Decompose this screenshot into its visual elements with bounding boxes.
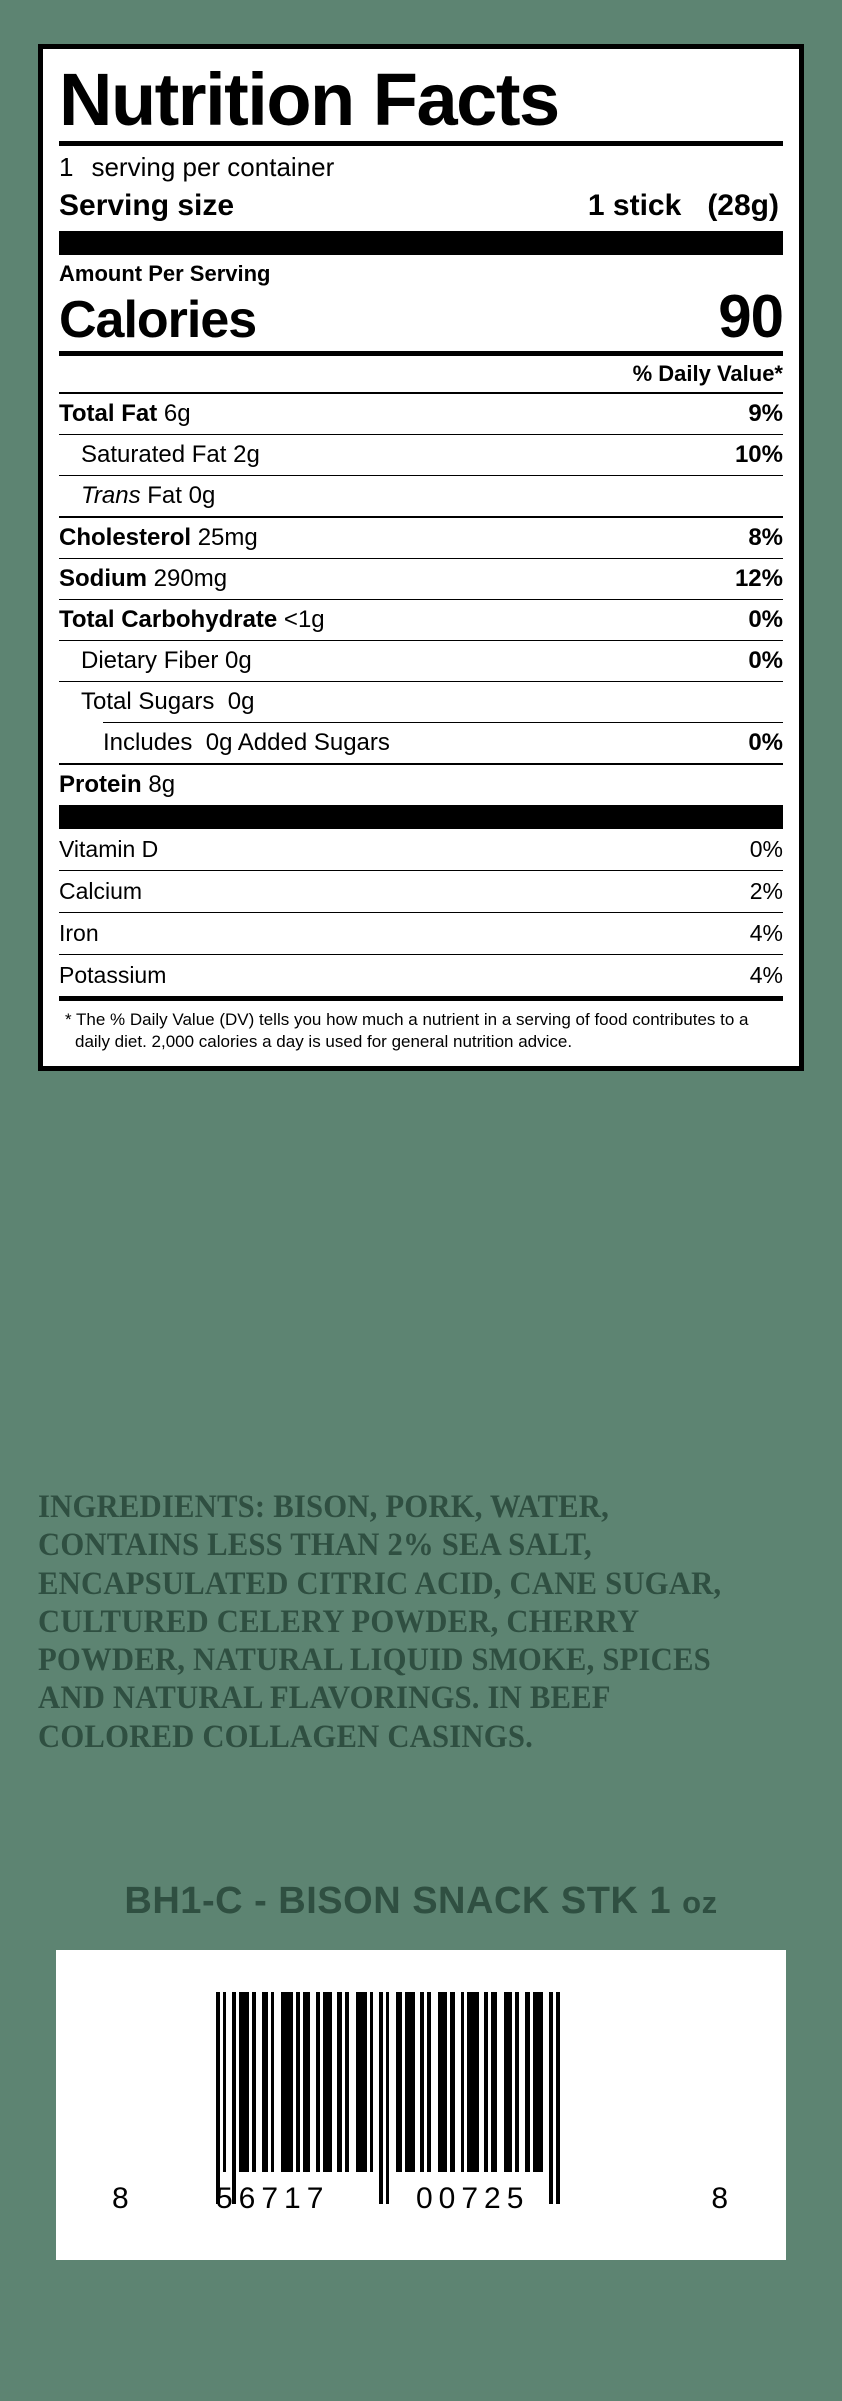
nutrition-facts-panel [38, 44, 804, 1071]
nutrient-dv: 0% [748, 606, 783, 634]
micronutrient-name: Iron [59, 920, 99, 947]
nutrient-dv: 8% [748, 524, 783, 552]
micronutrient-name: Vitamin D [59, 836, 159, 863]
nutrient-amount: Fat 0g [147, 482, 216, 510]
table-row [59, 600, 783, 640]
nutrient-amount: 25mg [197, 524, 258, 552]
table-row [59, 913, 783, 954]
nutrient-dv: 9% [748, 400, 783, 428]
nutrient-amount: 8g [148, 771, 176, 799]
table-row [59, 765, 783, 805]
nutrient-name: Cholesterol [59, 524, 192, 552]
table-row [59, 435, 783, 475]
nutrient-name: Protein [59, 771, 142, 799]
serving-size-metric: (28g) [707, 189, 779, 223]
page-title: Nutrition Facts [59, 58, 559, 141]
nutrient-name: Saturated Fat [81, 441, 227, 469]
ingredients-text: INGREDIENTS: BISON, PORK, WATER, CONTAINS LESS THAN 2% SEA SALT, ENCAPSULATED CITRIC ACID, CANE SUGAR, CULTURED CELERY POWDER, CHERRY POWDER, NATURAL LIQUID SMOKE, SPICES AND NATURAL FLAVORINGS. IN BEEF COLORED COLLAGEN CASINGS. [38, 1489, 722, 1755]
nutrient-name: Total Fat [59, 400, 158, 428]
table-row [59, 476, 783, 516]
nutrient-amount: 2g [233, 441, 260, 469]
barcode [56, 1950, 786, 2260]
nutrient-amount: 0g Added Sugars [205, 729, 390, 757]
serving-size-value: 1 stick [587, 189, 682, 223]
micronutrient-dv: 0% [749, 836, 783, 863]
micronutrient-name: Calcium [59, 878, 143, 905]
calories-row [59, 283, 783, 351]
nutrient-dv: 10% [734, 441, 783, 469]
divider-thick [59, 805, 783, 829]
nutrient-amount: 6g [163, 400, 191, 428]
daily-value-header: % Daily Value* [632, 361, 783, 387]
barcode-group-1: 56717 [216, 2182, 330, 2215]
nutrient-name: Includes [103, 729, 193, 757]
table-row [59, 394, 783, 434]
micronutrient-dv: 4% [749, 962, 783, 989]
calories-label: Calories [59, 290, 257, 349]
micronutrient-dv: 4% [749, 920, 783, 947]
micronutrient-name: Potassium [59, 962, 167, 989]
nutrient-name: Total Carbohydrate [59, 606, 278, 634]
micronutrient-dv: 2% [749, 878, 783, 905]
divider-thick [59, 231, 783, 255]
calories-value: 90 [718, 283, 783, 351]
product-code-name [0, 1880, 842, 1923]
nutrient-dv: 0% [748, 647, 783, 675]
table-row [59, 955, 783, 996]
barcode-right-digit: 8 [711, 2182, 734, 2215]
table-row [59, 682, 783, 722]
nutrient-amount: 0g [227, 688, 255, 716]
serving-size-label: Serving size [59, 189, 235, 223]
nutrient-name: Sodium [59, 565, 147, 593]
nutrient-amount: 0g [225, 647, 252, 675]
nutrient-dv: 0% [748, 729, 783, 757]
table-row [59, 871, 783, 912]
table-row [59, 723, 783, 763]
table-row [59, 829, 783, 870]
nutrient-dv: 12% [734, 565, 783, 593]
nutrient-name: Trans [81, 482, 141, 510]
barcode-group-2: 00725 [416, 2182, 530, 2215]
product-unit-label: oz [682, 1885, 718, 1920]
product-code-label: BH1-C - BISON SNACK STK 1 [124, 1880, 672, 1922]
table-row [59, 518, 783, 558]
nutrient-name: Total Sugars [81, 688, 215, 716]
barcode-bars [216, 1992, 736, 2172]
nutrient-amount: 290mg [153, 565, 228, 593]
nutrient-name: Dietary Fiber [81, 647, 219, 675]
servings-label: serving per container [91, 152, 335, 183]
amount-per-serving-label: Amount Per Serving [59, 261, 271, 287]
daily-value-footnote: * The % Daily Value (DV) tells you how much a nutrient in a serving of food contributes to a daily diet. 2,000 calories a day is used for general nutrition advice. [65, 1010, 749, 1051]
table-row [59, 641, 783, 681]
serving-size [59, 187, 783, 231]
barcode-left-digit: 8 [112, 2182, 135, 2215]
servings-per-container [59, 146, 783, 187]
table-row [59, 559, 783, 599]
nutrient-amount: <1g [283, 606, 325, 634]
servings-count: 1 [59, 152, 74, 183]
